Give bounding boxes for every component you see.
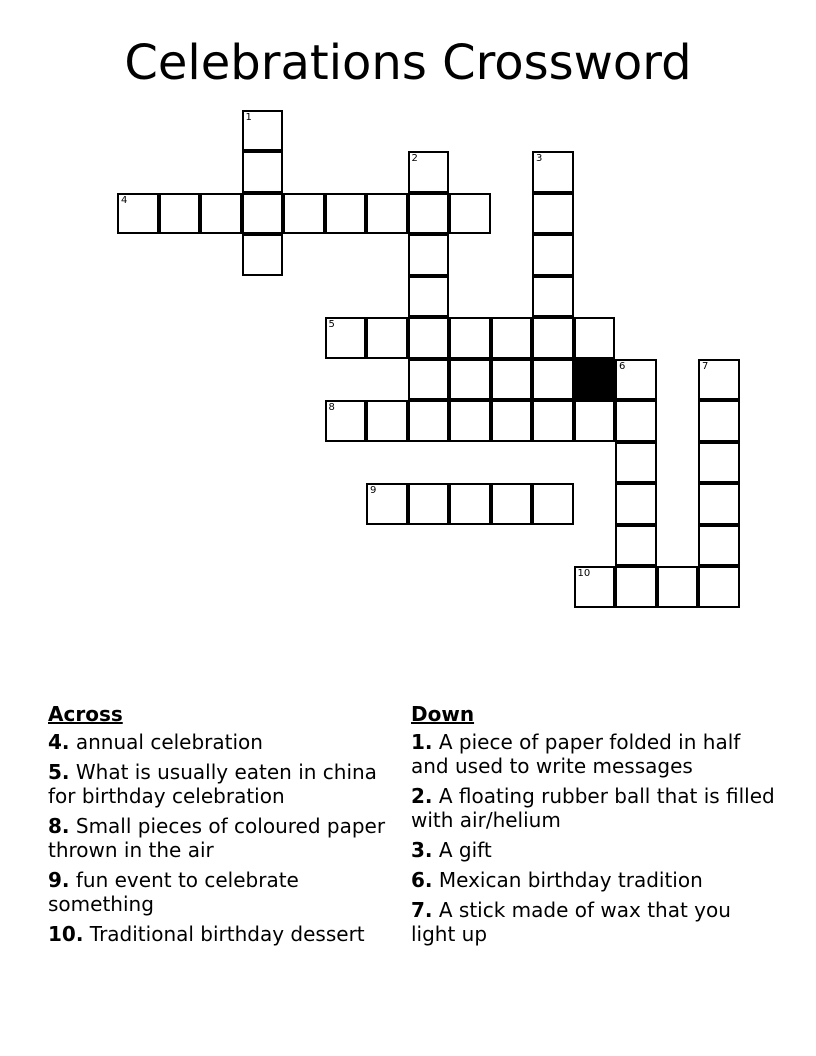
- grid-cell[interactable]: [532, 400, 574, 442]
- down-clue-1: [411, 730, 781, 778]
- clue-text: annual celebration: [69, 730, 263, 754]
- grid-cell[interactable]: [366, 317, 408, 359]
- grid-cell[interactable]: [449, 483, 491, 525]
- clue-number: 8.: [48, 814, 70, 838]
- grid-cell[interactable]: [200, 193, 242, 235]
- grid-cell[interactable]: [532, 234, 574, 276]
- down-clues: [411, 702, 781, 952]
- clue-number: 5.: [48, 760, 70, 784]
- grid-cell[interactable]: [366, 483, 408, 525]
- cell-number: 1: [245, 111, 252, 123]
- grid-cell[interactable]: [532, 359, 574, 401]
- clue-number: 1.: [411, 730, 433, 754]
- cell-number: 6: [619, 360, 626, 372]
- grid-cell[interactable]: [408, 400, 450, 442]
- grid-cell[interactable]: [491, 359, 533, 401]
- grid-cell[interactable]: [449, 400, 491, 442]
- grid-cell[interactable]: [325, 317, 367, 359]
- clue-number: 10.: [48, 922, 84, 946]
- grid-cell[interactable]: [532, 151, 574, 193]
- down-clue-2: [411, 784, 781, 832]
- grid-cell[interactable]: [325, 193, 367, 235]
- grid-cell[interactable]: [574, 566, 616, 608]
- grid-cell[interactable]: [449, 193, 491, 235]
- grid-cell[interactable]: [449, 359, 491, 401]
- clue-text: Mexican birthday tradition: [432, 868, 703, 892]
- clue-number: 9.: [48, 868, 70, 892]
- grid-cell[interactable]: [532, 483, 574, 525]
- clue-text: What is usually eaten in china for birthday celebration: [48, 760, 377, 808]
- grid-cell[interactable]: [615, 442, 657, 484]
- across-clues: [48, 702, 400, 952]
- grid-cell[interactable]: [325, 400, 367, 442]
- grid-cell[interactable]: [449, 317, 491, 359]
- grid-cell[interactable]: [242, 151, 284, 193]
- grid-cell[interactable]: [574, 400, 616, 442]
- across-heading: Across: [48, 702, 123, 726]
- clue-number: 4.: [48, 730, 70, 754]
- clue-text: A piece of paper folded in half and used to write messages: [411, 730, 741, 778]
- grid-cell[interactable]: [366, 400, 408, 442]
- grid-cell[interactable]: [491, 483, 533, 525]
- clue-text: A stick made of wax that you light up: [411, 898, 731, 946]
- grid-cell[interactable]: [491, 317, 533, 359]
- cell-number: 10: [577, 568, 591, 579]
- grid-cell[interactable]: [615, 483, 657, 525]
- grid-cell[interactable]: [408, 193, 450, 235]
- clue-text: A floating rubber ball that is filled with air/helium: [411, 784, 775, 832]
- across-clue-9: [48, 868, 400, 916]
- across-clue-10: [48, 922, 400, 946]
- grid-cell[interactable]: [408, 234, 450, 276]
- puzzle-title: Celebrations Crossword: [124, 35, 692, 91]
- across-clue-4: [48, 730, 400, 754]
- cell-number: 8: [328, 402, 335, 413]
- clue-number: 2.: [411, 784, 433, 808]
- grid-cell[interactable]: [408, 359, 450, 401]
- grid-cell[interactable]: [698, 400, 740, 442]
- grid-cell[interactable]: [574, 317, 616, 359]
- cell-number: 5: [328, 319, 335, 330]
- clue-number: 3.: [411, 838, 433, 862]
- across-clue-8: [48, 814, 400, 862]
- clue-number: 6.: [411, 868, 433, 892]
- cell-number: 3: [536, 153, 543, 164]
- grid-cell[interactable]: [615, 566, 657, 608]
- grid-cell[interactable]: [698, 525, 740, 567]
- grid-cell[interactable]: [408, 276, 450, 318]
- clue-text: fun event to celebrate something: [48, 868, 299, 916]
- grid-cell[interactable]: [408, 483, 450, 525]
- grid-cell[interactable]: [408, 151, 450, 193]
- down-clue-7: [411, 898, 781, 946]
- grid-cell[interactable]: [491, 400, 533, 442]
- grid-cell[interactable]: [657, 566, 699, 608]
- grid-cell[interactable]: [698, 483, 740, 525]
- grid-cell[interactable]: [283, 193, 325, 235]
- grid-cell[interactable]: [366, 193, 408, 235]
- grid-cell[interactable]: [615, 400, 657, 442]
- across-clue-5: [48, 760, 400, 808]
- grid-cell[interactable]: [408, 317, 450, 359]
- grid-cell[interactable]: [698, 566, 740, 608]
- cell-number: 9: [370, 485, 377, 496]
- cell-number: 2: [411, 153, 418, 164]
- grid-block: [574, 359, 616, 401]
- clue-text: Traditional birthday dessert: [83, 922, 365, 946]
- grid-cell[interactable]: [242, 110, 284, 152]
- grid-cell[interactable]: [242, 234, 284, 276]
- cell-number: 7: [702, 360, 709, 372]
- grid-cell[interactable]: [117, 193, 159, 235]
- grid-cell[interactable]: [532, 193, 574, 235]
- cell-number: 4: [121, 194, 128, 206]
- down-clue-3: [411, 838, 781, 862]
- grid-cell[interactable]: [615, 359, 657, 401]
- down-heading: Down: [411, 702, 475, 726]
- clue-text: A gift: [432, 838, 492, 862]
- grid-cell[interactable]: [242, 193, 284, 235]
- grid-cell[interactable]: [159, 193, 201, 235]
- clue-number: 7.: [411, 898, 433, 922]
- clue-text: Small pieces of coloured paper thrown in the air: [48, 814, 386, 862]
- grid-cell[interactable]: [698, 442, 740, 484]
- grid-cell[interactable]: [698, 359, 740, 401]
- down-clue-6: [411, 868, 781, 892]
- grid-cell[interactable]: [532, 276, 574, 318]
- grid-cell[interactable]: [615, 525, 657, 567]
- grid-cell[interactable]: [532, 317, 574, 359]
